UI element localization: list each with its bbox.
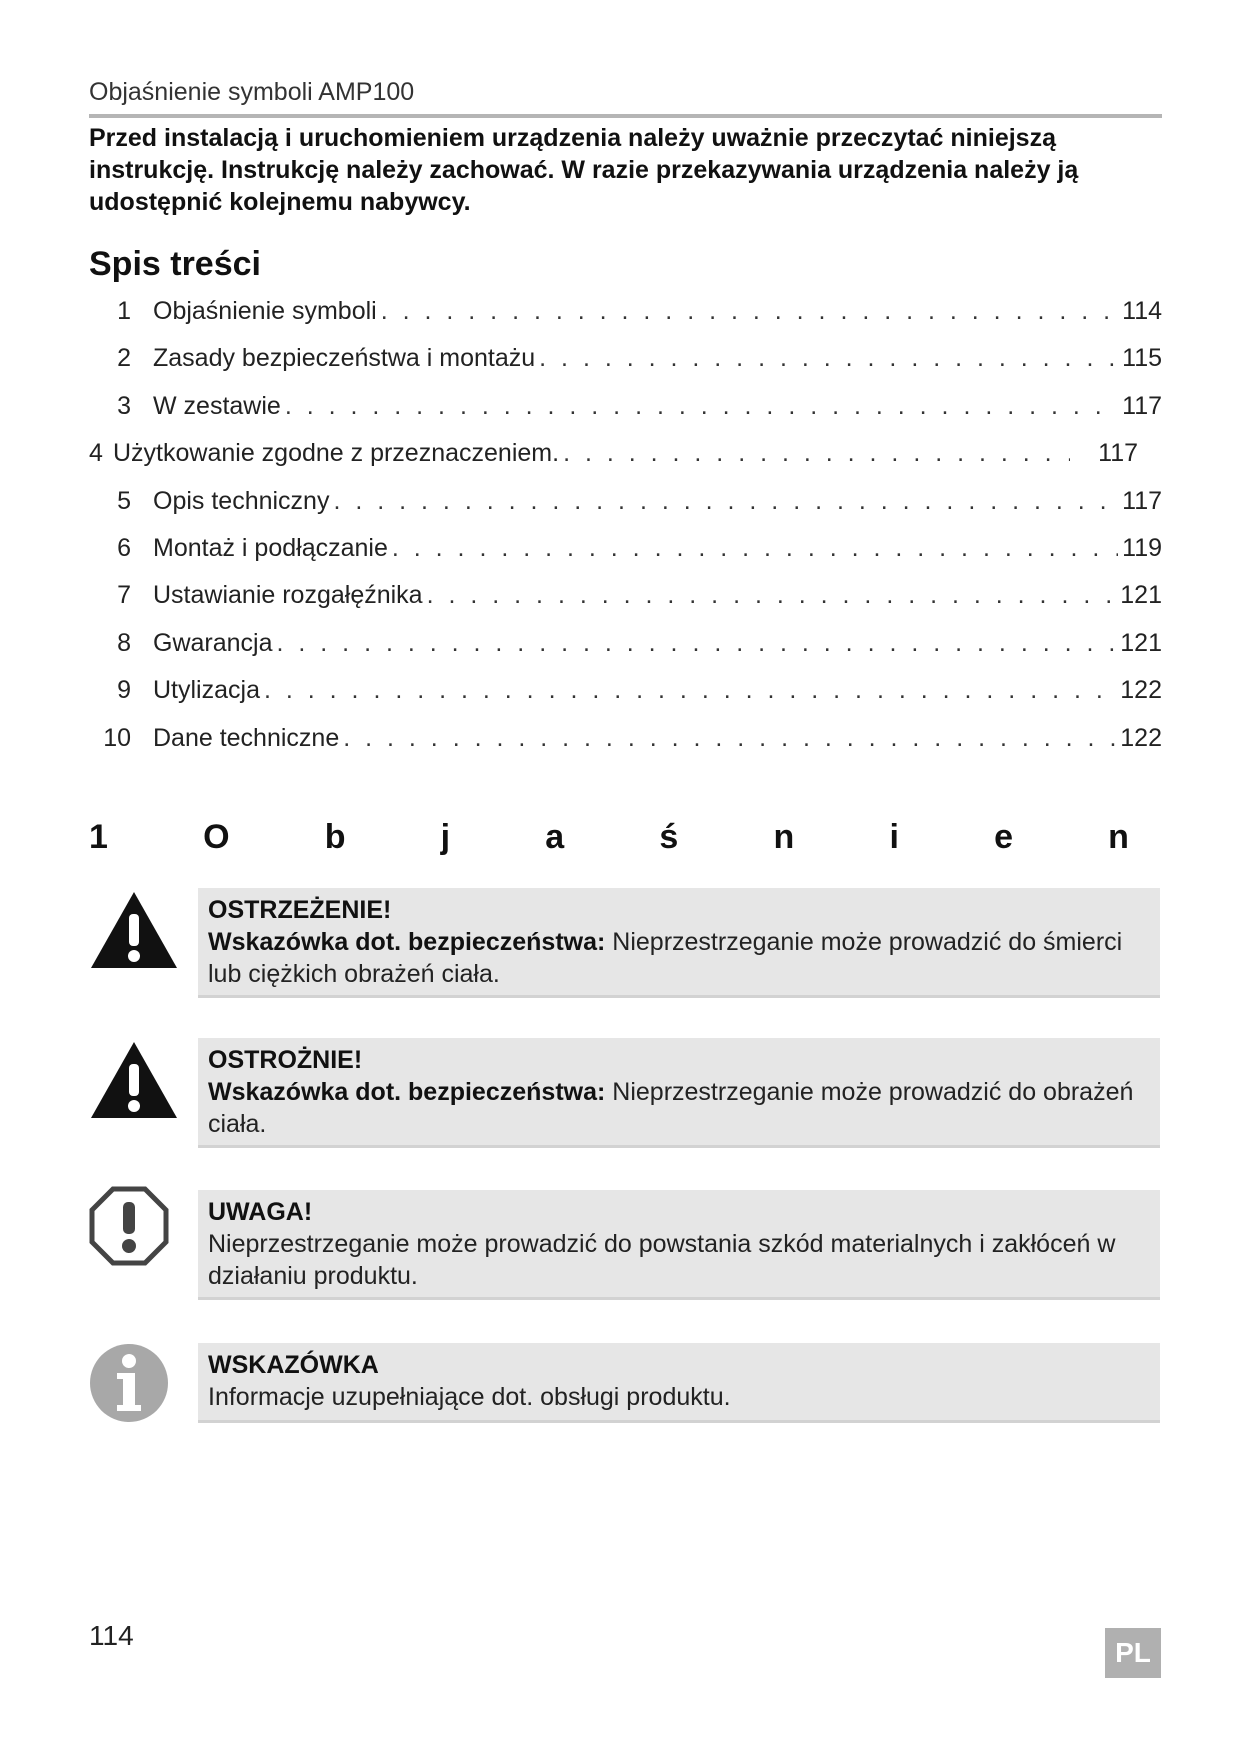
toc-leader-dots <box>539 343 1118 373</box>
toc-entry-7[interactable] <box>89 580 1162 627</box>
toc-entry-number: 1 <box>117 297 131 325</box>
toc-leader-dots <box>563 438 1070 468</box>
toc-entry-title: W zestawie <box>153 391 281 420</box>
notice-body <box>208 1076 1150 1140</box>
caution-triangle-icon <box>89 1040 179 1130</box>
notice-label: UWAGA! <box>208 1198 313 1226</box>
toc-entry-title: Użytkowanie zgodne z przeznaczeniem. <box>113 439 560 468</box>
notice-info <box>198 1343 1160 1423</box>
notice-attention <box>198 1190 1160 1300</box>
toc-entry-number: 9 <box>117 676 131 705</box>
heading-letter: n <box>773 818 795 856</box>
info-circle-icon <box>89 1343 179 1433</box>
toc-entry-page: 114 <box>1122 297 1162 325</box>
heading-letter: a <box>545 818 565 856</box>
toc-entry-title: Dane techniczne <box>153 723 340 752</box>
notice-label: OSTRZEŻENIE! <box>208 896 392 924</box>
toc-entry-page: 122 <box>1120 723 1162 752</box>
notice-lead: Wskazówka dot. bezpieczeństwa: <box>208 928 606 956</box>
notice-text: Nieprzestrzeganie może prowadzić do powstania szkód materialnych i zakłóceń w działaniu produktu. <box>208 1230 1116 1290</box>
toc-entry-number: 5 <box>117 486 131 515</box>
toc-entry-2[interactable] <box>89 343 1162 390</box>
toc-entry-title: Utylizacja <box>153 676 260 705</box>
toc-entry-title: Zasady bezpieczeństwa i montażu <box>153 344 536 373</box>
toc-entry-page: 122 <box>1120 676 1162 705</box>
notice-text: Nieprzestrzeganie może prowadzić do śmierci lub ciężkich obrażeń ciała. <box>208 928 1123 988</box>
heading-letter: j <box>440 818 451 856</box>
toc-entry-number: 4 <box>89 439 103 468</box>
toc-entry-9[interactable] <box>89 675 1162 722</box>
toc-entry-page: 117 <box>1122 391 1162 420</box>
toc-entry-page: 121 <box>1120 628 1162 657</box>
heading-letter: b <box>324 818 346 856</box>
heading-letter: O <box>203 818 230 856</box>
toc-leader-dots <box>381 296 1118 326</box>
notice-text: Informacje uzupełniające dot. obsługi produktu. <box>208 1383 731 1411</box>
toc-entry-number: 7 <box>117 581 131 610</box>
toc-entry-title: Gwarancja <box>153 628 273 657</box>
toc-entry-page: 119 <box>1122 533 1162 562</box>
toc-entry-page: 115 <box>1122 344 1162 373</box>
toc-leader-dots <box>264 675 1116 705</box>
notice-body <box>208 926 1150 990</box>
toc-entry-title: Opis techniczny <box>153 486 330 515</box>
toc-entry-page: 117 <box>1122 486 1162 515</box>
toc-leader-dots <box>333 486 1118 516</box>
header-rule <box>89 114 1162 118</box>
heading-letter: n <box>1108 818 1129 856</box>
toc-entry-title: Ustawianie rozgałęźnika <box>153 581 423 610</box>
toc-entry-number: 8 <box>117 628 131 657</box>
notice-label: WSKAZÓWKA <box>208 1351 379 1379</box>
toc-entry-number: 3 <box>117 391 131 420</box>
intro-paragraph: Przed instalacją i uruchomieniem urządzenia należy uważnie przeczytać niniejszą instrukcję. Instrukcję należy zachować. W razie przekazywania urządzenia należy ją udostępnić kolejnemu nabywcy. <box>89 124 1079 216</box>
toc-leader-dots <box>343 723 1116 753</box>
heading-letter: e <box>994 818 1013 856</box>
toc-leader-dots <box>392 533 1118 563</box>
toc-entry-6[interactable] <box>89 533 1162 580</box>
toc-entry-4[interactable] <box>89 438 1162 485</box>
notice-octagon-icon <box>89 1186 179 1276</box>
toc-entry-page: 121 <box>1120 581 1162 610</box>
running-header: Objaśnienie symboli AMP100 <box>89 78 415 106</box>
toc-title: Spis treści <box>89 245 261 283</box>
toc-entry-8[interactable] <box>89 628 1162 675</box>
toc-entry-1[interactable] <box>89 296 1162 343</box>
notice-caution <box>198 1038 1160 1148</box>
language-badge: PL <box>1105 1628 1161 1678</box>
warning-triangle-icon <box>89 890 179 980</box>
toc-entry-number: 2 <box>117 344 131 373</box>
section-1-heading <box>89 818 1129 857</box>
toc-entry-page: 117 <box>1098 439 1138 468</box>
notice-label: OSTROŻNIE! <box>208 1046 363 1074</box>
heading-letter: 1 <box>89 818 108 856</box>
toc-entry-3[interactable] <box>89 391 1162 438</box>
toc-entry-10[interactable] <box>89 723 1162 770</box>
toc-entry-5[interactable] <box>89 486 1162 533</box>
toc-entry-title: Montaż i podłączanie <box>153 533 388 562</box>
notice-text: Nieprzestrzeganie może prowadzić do obrażeń ciała. <box>208 1078 1134 1138</box>
heading-letter: i <box>889 818 899 856</box>
toc-leader-dots <box>427 580 1117 610</box>
table-of-contents <box>89 296 1162 770</box>
toc-leader-dots <box>285 391 1118 421</box>
toc-entry-number: 6 <box>117 533 131 562</box>
page-number: 114 <box>89 1620 134 1651</box>
toc-entry-title: Objaśnienie symboli <box>153 297 377 325</box>
toc-leader-dots <box>277 628 1117 658</box>
notice-lead: Wskazówka dot. bezpieczeństwa: <box>208 1078 606 1106</box>
heading-letter: ś <box>659 818 679 856</box>
notice-warning <box>198 888 1160 998</box>
toc-entry-number: 10 <box>103 723 131 752</box>
